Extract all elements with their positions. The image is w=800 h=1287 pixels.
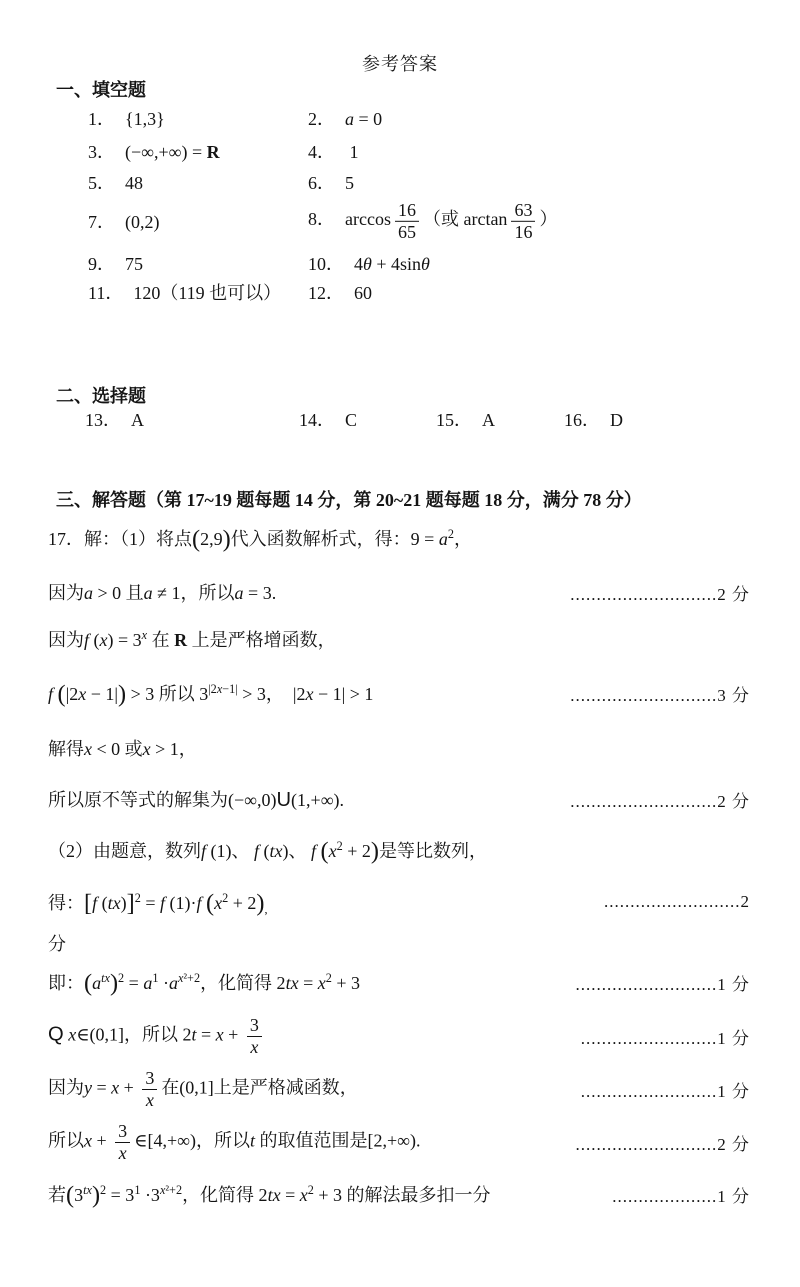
fill-answer-8: 8． arccos $\frac{16}{65}$ （或 arctan $\frac{63}{16}$ ） bbox=[308, 199, 558, 242]
answer-value: {1,3} bbox=[125, 109, 165, 129]
solution-line-11 bbox=[48, 1010, 750, 1062]
solution-formula: 所以原不等式的解集为(−∞,0)U(1,+∞). bbox=[48, 789, 345, 811]
fill-answer-9: 9． 75 bbox=[88, 254, 143, 274]
fill-row bbox=[0, 137, 800, 165]
solution-formula: f (|2x − 1|) > 3 所以 $3^{|2x-1|} > 3$， |2x − 1| > 1 bbox=[48, 680, 374, 708]
solution-line-9 bbox=[48, 928, 750, 958]
solution-formula: 分 bbox=[48, 934, 66, 954]
answer-value: 4θ + 4sinθ bbox=[354, 254, 430, 274]
answer-value: A bbox=[482, 410, 495, 430]
solution-line-6 bbox=[48, 784, 750, 814]
section-heading-fill: 一、填空题 bbox=[56, 80, 146, 100]
answer-value: 5 bbox=[345, 173, 354, 193]
solution-line-2 bbox=[48, 577, 750, 607]
fill-answer-1: 1． {1,3} bbox=[88, 109, 165, 129]
score-leader: ..........................1 分 bbox=[580, 1028, 750, 1048]
fill-answer-11: 11． 120（119 也可以） bbox=[88, 283, 282, 303]
section-heading-solution: 三、解答题（第 17~19 题每题 14 分，第 20~21 题每题 18 分，满分 78 分） bbox=[56, 490, 642, 510]
answer-value: 60 bbox=[354, 283, 372, 303]
answer-value: (−∞,+∞) = R bbox=[125, 142, 220, 162]
solution-line-3 bbox=[48, 624, 750, 654]
fill-row bbox=[0, 249, 800, 277]
fill-answer-6: 6． 5 bbox=[308, 173, 354, 193]
solution-line-5 bbox=[48, 733, 750, 763]
solution-formula: 即：$(a^{tx})^2 = a^1 \cdot a^{x^2+2}$，化简得 $2tx = x^2 + 3$ bbox=[48, 969, 360, 997]
score-leader: ...........................2 分 bbox=[575, 1134, 750, 1154]
solution-formula: 因为f $(x) = 3^x$ 在 R 上是严格增函数， bbox=[48, 628, 336, 650]
fill-answer-5: 5． 48 bbox=[88, 173, 143, 193]
solution-formula: 解得x < 0 或x > 1， bbox=[48, 739, 197, 759]
solution-line-8 bbox=[48, 882, 750, 922]
fill-row bbox=[0, 168, 800, 196]
solution-formula: 若$(3^{tx})^2 = 3^1 \cdot 3^{x^2+2}$，化简得 $2tx = x^2 + 3$ 的解法最多扣一分 bbox=[48, 1181, 491, 1209]
solution-formula: 17．解：（1）将点(2,9)代入函数解析式，得：$9 = a^2$， bbox=[48, 525, 472, 553]
score-leader: ..........................1 分 bbox=[580, 1081, 750, 1101]
solution-line-12 bbox=[48, 1063, 750, 1115]
answer-value: 75 bbox=[125, 254, 143, 274]
fill-answer-7: 7． (0,2) bbox=[88, 212, 160, 232]
choice-answer-16: 16． D bbox=[564, 410, 623, 430]
solution-line-1 bbox=[48, 523, 750, 553]
score-leader: ............................2 分 bbox=[570, 584, 750, 604]
fill-answer-4: 4． 1 bbox=[308, 142, 359, 162]
choice-answer-15: 15． A bbox=[436, 410, 495, 430]
score-leader: ............................3 分 bbox=[570, 685, 750, 705]
section-heading-choice: 二、选择题 bbox=[56, 386, 146, 406]
fill-answer-12: 12． 60 bbox=[308, 283, 372, 303]
fill-row bbox=[0, 196, 800, 246]
solution-formula: （2）由题意，数列f (1)、 f (tx)、 f $(x^2 + 2)$是等比数列， bbox=[48, 837, 488, 865]
solution-line-13 bbox=[48, 1116, 750, 1168]
fill-answer-10: 10． 4θ + 4sinθ bbox=[308, 254, 430, 274]
page-title: 参考答案 bbox=[362, 54, 438, 74]
score-leader: ...........................1 分 bbox=[575, 974, 750, 994]
answer-value: A bbox=[131, 410, 144, 430]
answer-value: arccos $\frac{16}{65}$ （或 arctan $\frac{63}{16}$ ） bbox=[345, 199, 558, 242]
fill-answer-3: 3． (−∞,+∞) = R bbox=[88, 142, 220, 162]
solution-line-4 bbox=[48, 678, 750, 708]
solution-line-10 bbox=[48, 963, 750, 1001]
answer-value: 1 bbox=[345, 142, 359, 162]
fill-answer-2: 2． a = 0 bbox=[308, 109, 383, 129]
score-leader: ..........................2 bbox=[604, 892, 750, 911]
solution-line-7 bbox=[48, 835, 750, 865]
answer-value: 120（119 也可以） bbox=[133, 283, 282, 303]
answer-value: C bbox=[345, 410, 358, 430]
fill-row bbox=[0, 104, 800, 132]
solution-formula: 因为y = x + $\frac{3}{x}$ 在(0,1]上是严格减函数， bbox=[48, 1067, 358, 1110]
score-leader: ............................2 分 bbox=[570, 791, 750, 811]
solution-formula: 所以x + $\frac{3}{x}$ ∈[4,+∞)，所以t 的取值范围是[2,+∞). bbox=[48, 1120, 421, 1163]
solution-formula: Q x∈(0,1]，所以 2t = x + $\frac{3}{x}$ bbox=[48, 1015, 266, 1057]
answer-value: a = 0 bbox=[345, 109, 383, 129]
solution-line-14 bbox=[48, 1172, 750, 1216]
solution-formula: 得：[f (tx)]$^2$ = f (1)·f $(x^2 + 2)_,$ bbox=[48, 889, 268, 917]
score-leader: ....................1 分 bbox=[612, 1186, 750, 1206]
choice-answer-14: 14． C bbox=[299, 410, 358, 430]
choice-answer-13: 13． A bbox=[85, 410, 144, 430]
answer-value: (0,2) bbox=[125, 212, 160, 232]
fill-row bbox=[0, 278, 800, 306]
answer-value: D bbox=[610, 410, 623, 430]
solution-formula: 因为a > 0 且a ≠ 1，所以a = 3. bbox=[48, 583, 277, 603]
answer-value: 48 bbox=[125, 173, 143, 193]
